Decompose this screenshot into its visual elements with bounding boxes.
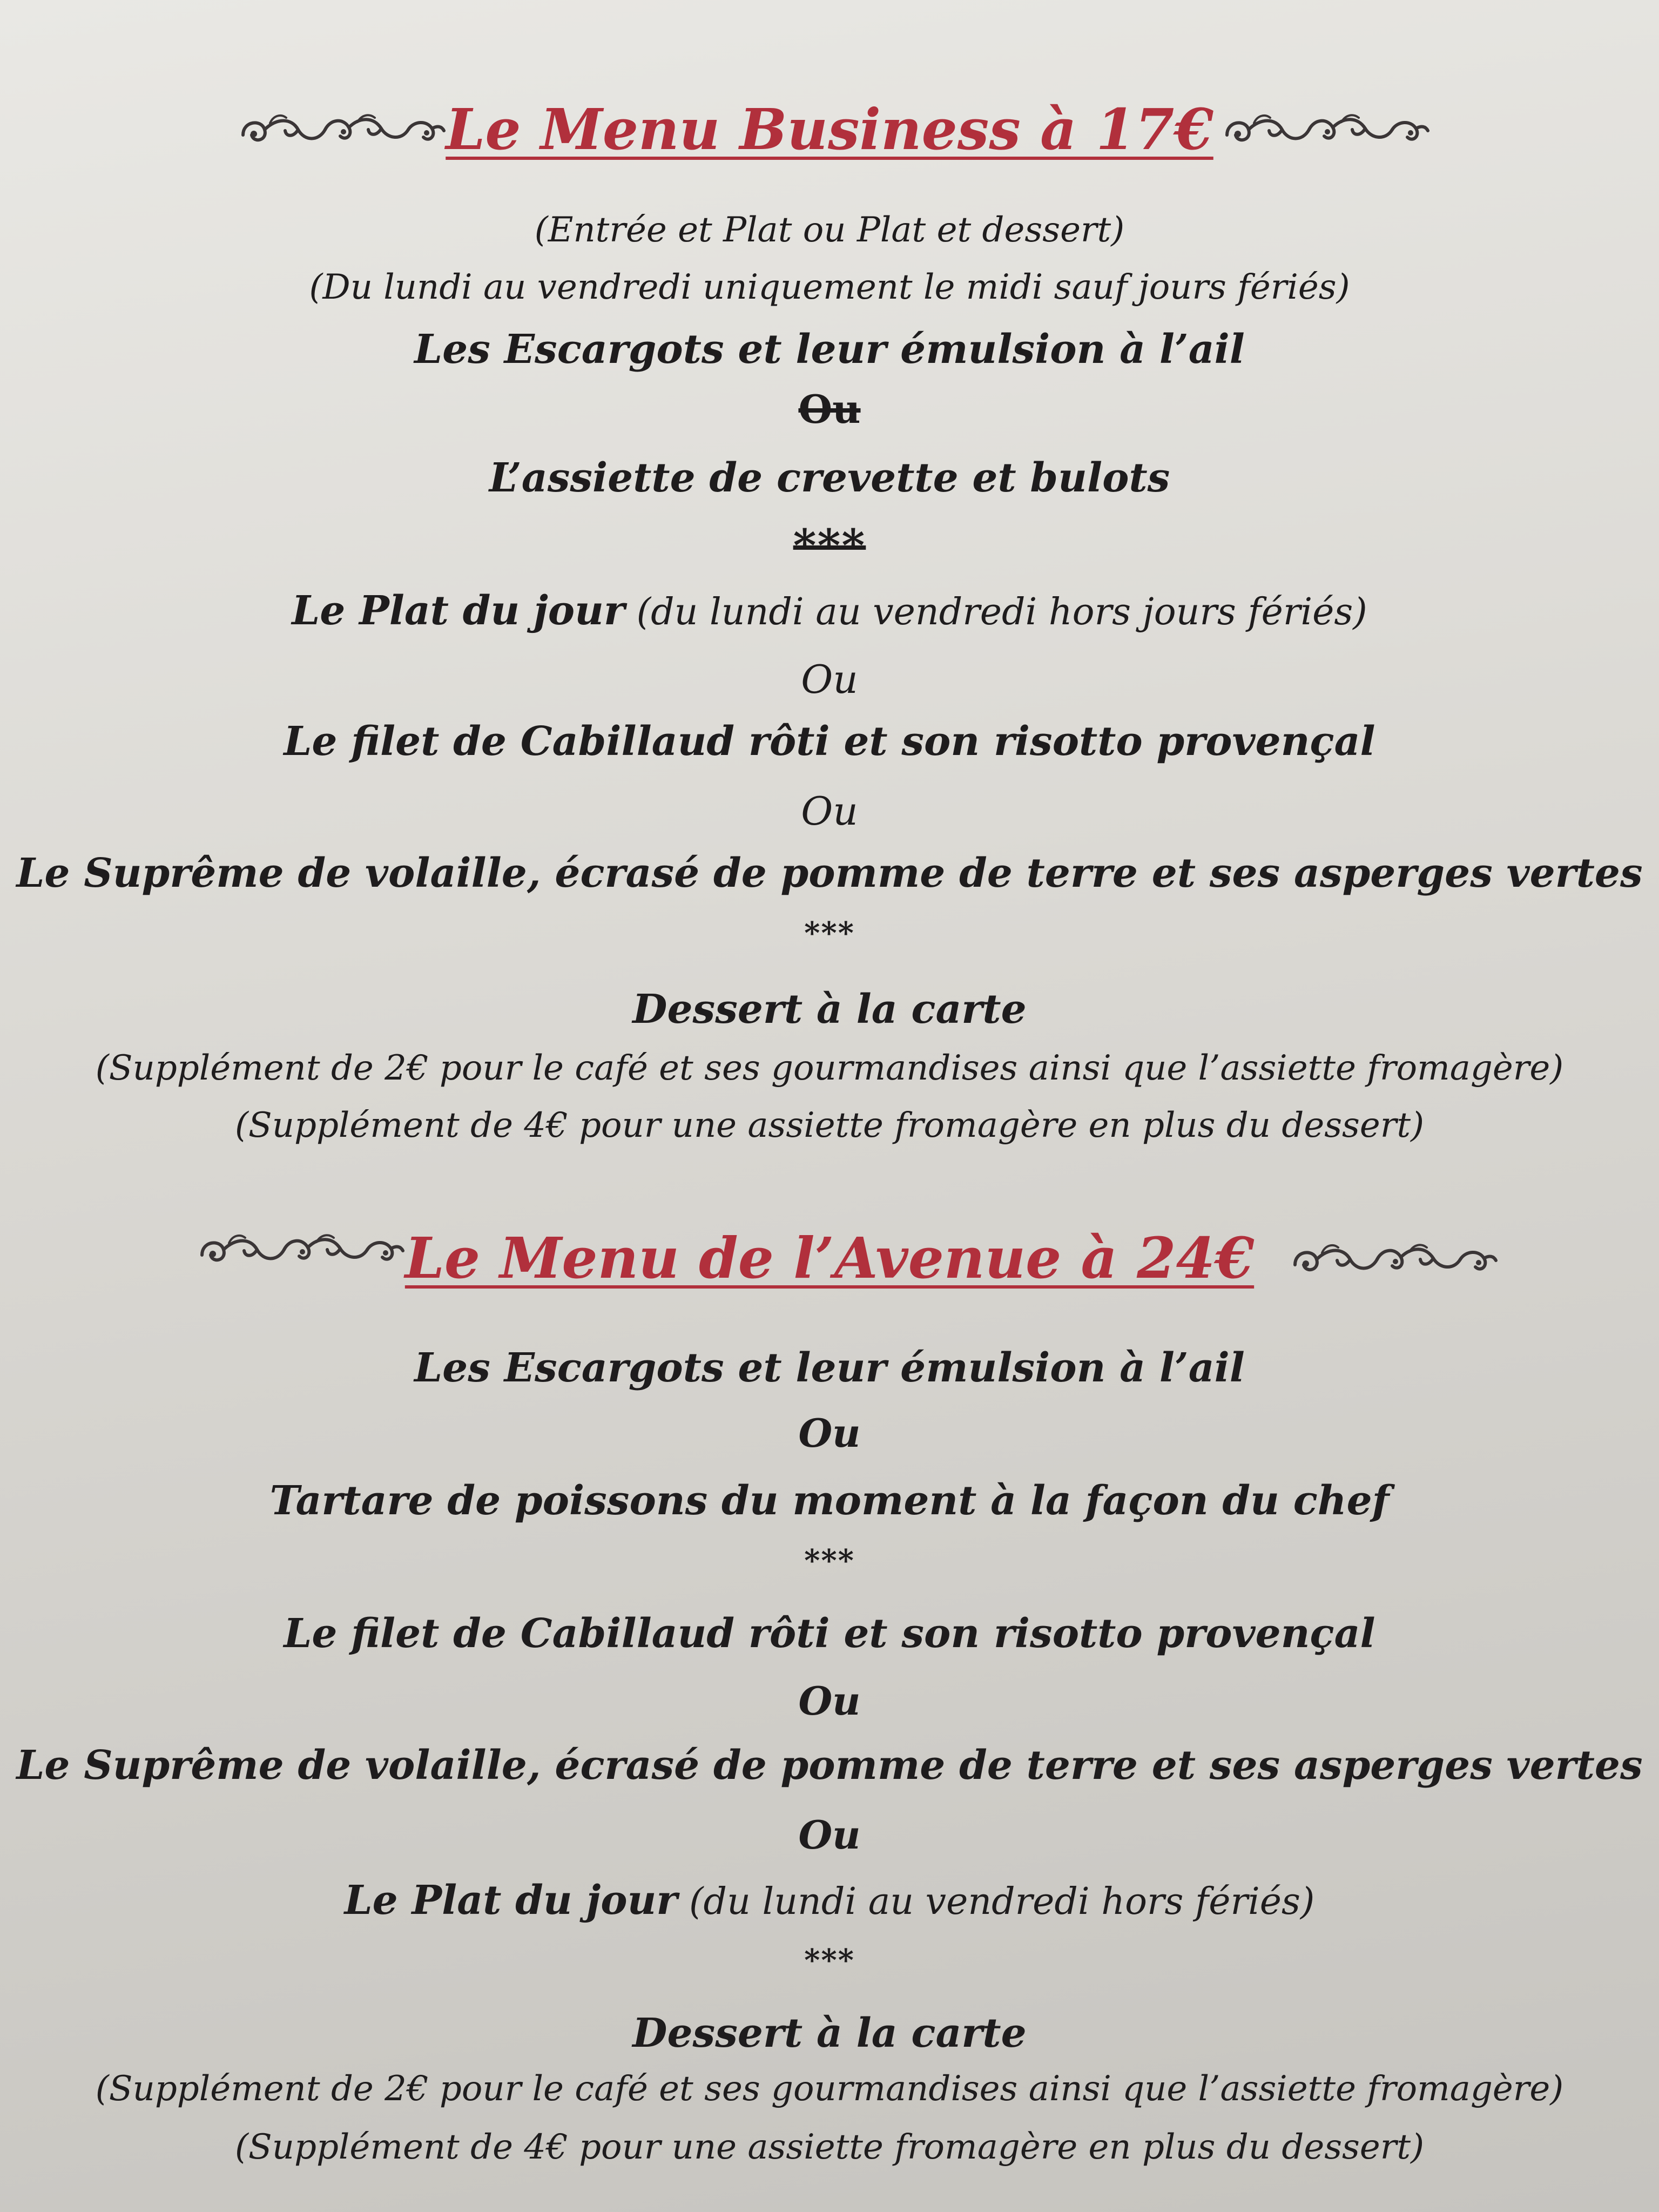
menu-business-dessert: Dessert à la carte bbox=[632, 986, 1027, 1033]
menu-avenue-stars-2: *** bbox=[804, 1943, 855, 1978]
menu-avenue-supplement-1: (Supplément de 2€ pour le café et ses gourmandises ainsi que l’assiette fromagère) bbox=[95, 2069, 1564, 2109]
menu-business-main-3: Le Suprême de volaille, écrasé de pomme de terre et ses asperges vertes bbox=[16, 850, 1643, 896]
menu-business-info-1: (Entrée et Plat ou Plat et dessert) bbox=[534, 210, 1125, 250]
menu-avenue-ou-3: Ou bbox=[798, 1812, 861, 1858]
crossed-stars-text: *** bbox=[793, 520, 866, 572]
menu-business-ou-2: Ou bbox=[801, 788, 858, 834]
menu-avenue-title: Le Menu de l’Avenue à 24€ bbox=[404, 1225, 1255, 1291]
menu-avenue-ou-1: Ou bbox=[798, 1410, 861, 1456]
menu-business-starter-1: Les Escargots et leur émulsion à l’ail bbox=[414, 326, 1245, 373]
plat-du-jour-note: (du lundi au vendredi hors fériés) bbox=[677, 1880, 1315, 1923]
ornament-right-icon bbox=[1222, 102, 1432, 161]
menu-avenue-dessert: Dessert à la carte bbox=[632, 2010, 1027, 2056]
menu-business-supplement-1: (Supplément de 2€ pour le café et ses gourmandises ainsi que l’assiette fromagère) bbox=[95, 1048, 1564, 1088]
menu-avenue-starter-2: Tartare de poissons du moment à la façon du chef bbox=[269, 1478, 1390, 1524]
plat-du-jour-label: Le Plat du jour bbox=[344, 1877, 678, 1924]
menu-business-supplement-2: (Supplément de 4€ pour une assiette fromagère en plus du dessert) bbox=[234, 1105, 1425, 1145]
menu-avenue-starter-1: Les Escargots et leur émulsion à l’ail bbox=[414, 1345, 1245, 1391]
menu-business-crossed-stars bbox=[0, 520, 1659, 572]
plat-du-jour-label: Le Plat du jour bbox=[292, 588, 625, 634]
ornament-right-icon bbox=[1290, 1231, 1500, 1291]
menu-avenue-main-1: Le filet de Cabillaud rôti et son risotto provençal bbox=[284, 1610, 1375, 1657]
menu-avenue-ou-2: Ou bbox=[798, 1678, 861, 1724]
menu-business-starter-2: L’assiette de crevette et bulots bbox=[489, 455, 1170, 501]
menu-business-info-2: (Du lundi au vendredi uniquement le midi sauf jours fériés) bbox=[309, 267, 1350, 307]
crossed-ou-text: Ou bbox=[798, 386, 861, 432]
menu-business-main-1 bbox=[0, 588, 1659, 634]
menu-business-crossed-ou bbox=[0, 386, 1659, 432]
menu-avenue-supplement-2: (Supplément de 4€ pour une assiette fromagère en plus du dessert) bbox=[234, 2127, 1425, 2167]
plat-du-jour-note: (du lundi au vendredi hors jours fériés) bbox=[624, 591, 1367, 633]
menu-avenue-main-3 bbox=[0, 1877, 1659, 1924]
menu-business-title: Le Menu Business à 17€ bbox=[446, 96, 1213, 163]
menu-business-main-2: Le filet de Cabillaud rôti et son risotto provençal bbox=[284, 718, 1375, 765]
menu-business-ou-1: Ou bbox=[801, 657, 858, 702]
menu-avenue-stars-1: *** bbox=[804, 1543, 855, 1579]
menu-avenue-main-2: Le Suprême de volaille, écrasé de pomme de terre et ses asperges vertes bbox=[16, 1742, 1643, 1789]
menu-business-stars: *** bbox=[804, 915, 855, 951]
